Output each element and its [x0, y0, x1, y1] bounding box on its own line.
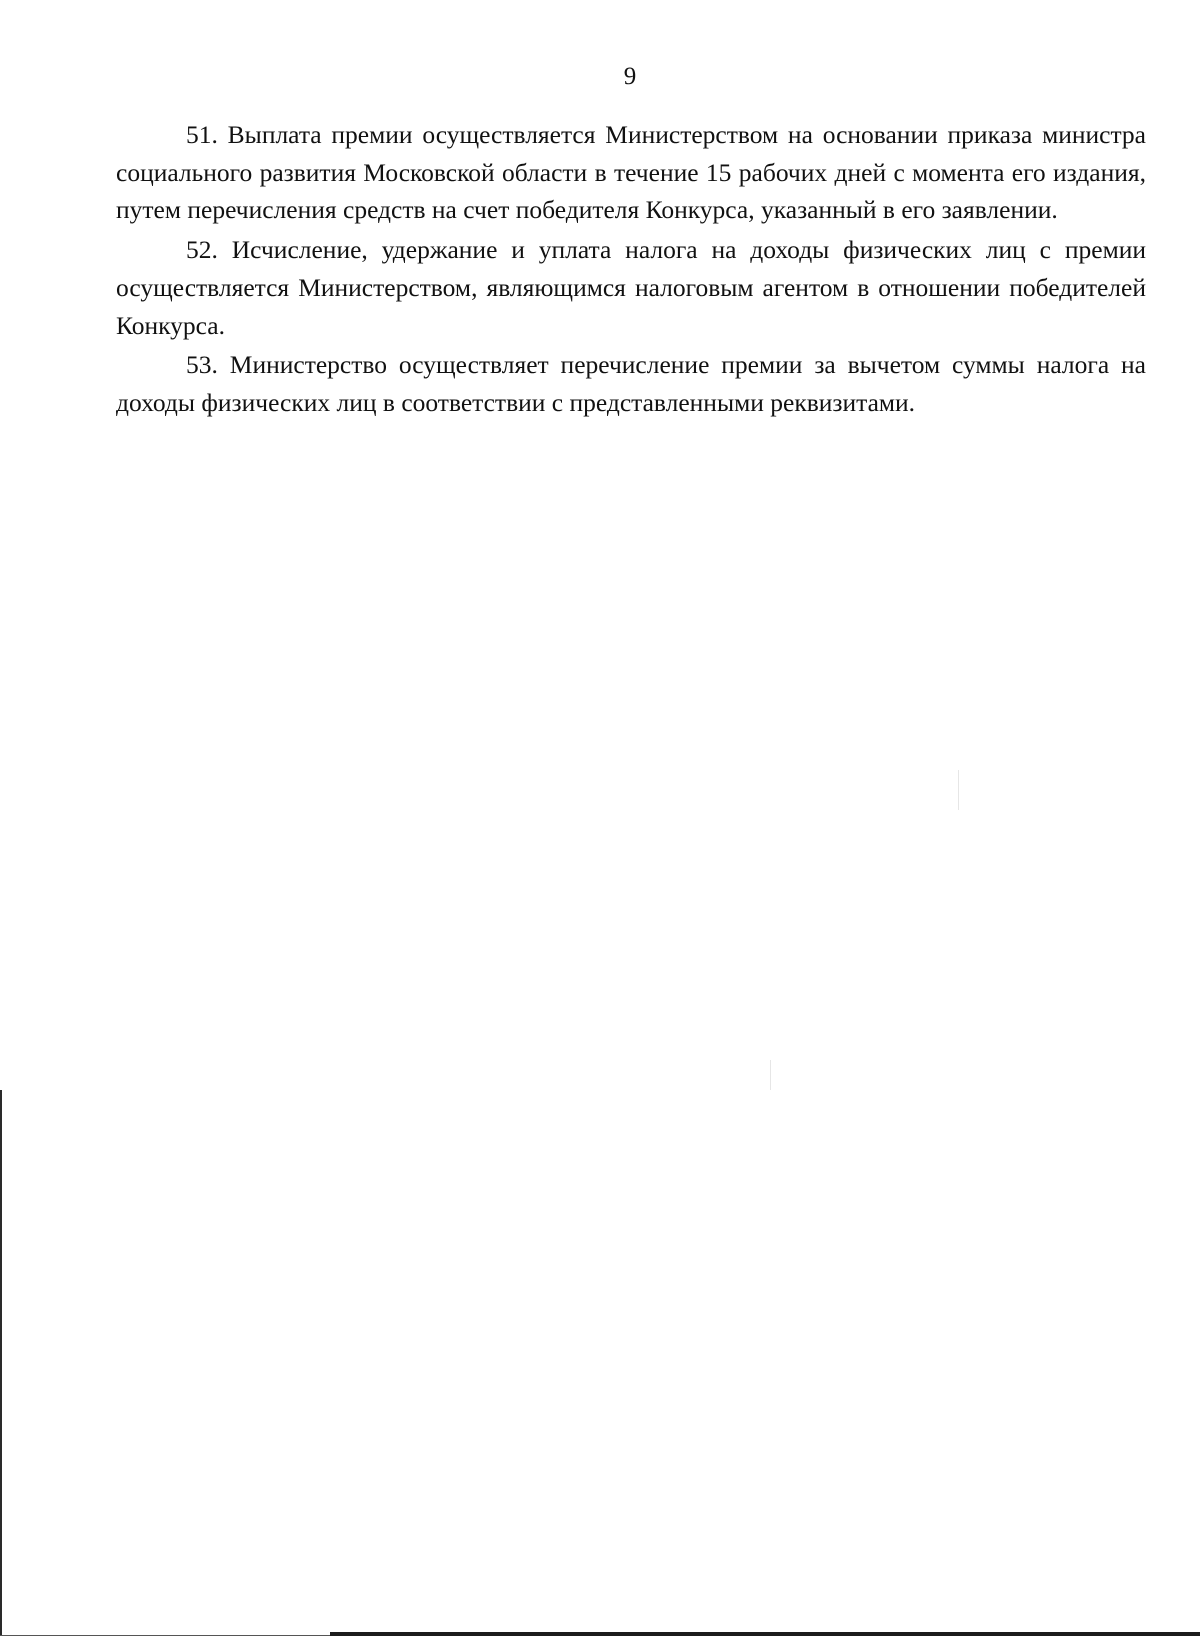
paragraph-text: Исчисление, удержание и уплата налога на доходы физических лиц с премии осуществляется Министерством, являющимся налоговым агентом в отношении победителей Конкурса. — [116, 235, 1147, 340]
scan-speck — [958, 770, 959, 810]
paragraph-53 — [116, 346, 1146, 421]
document-body — [116, 116, 1146, 424]
paragraph-number: 51. — [186, 120, 218, 149]
paragraph-text: Министерство осуществляет перечисление премии за вычетом суммы налога на доходы физических лиц в соответствии с представленными реквизитами. — [116, 350, 1146, 417]
paragraph-number: 53. — [186, 350, 218, 380]
page-number: 9 — [623, 63, 637, 90]
scan-speck — [770, 1060, 771, 1090]
scan-edge-left — [0, 1090, 2, 1636]
paragraph-51 — [116, 116, 1146, 229]
paragraph-number: 52. — [186, 235, 218, 265]
paragraph-52 — [116, 231, 1146, 344]
scan-edge-bottom — [330, 1632, 1200, 1636]
paragraph-text: Выплата премии осуществляется Министерством на основании приказа министра социального развития Московской области в течение 15 рабочих дней с момента его издания, путем перечисления средств на счет победителя Конкурса, указанный в его заявлении. — [116, 120, 1147, 225]
